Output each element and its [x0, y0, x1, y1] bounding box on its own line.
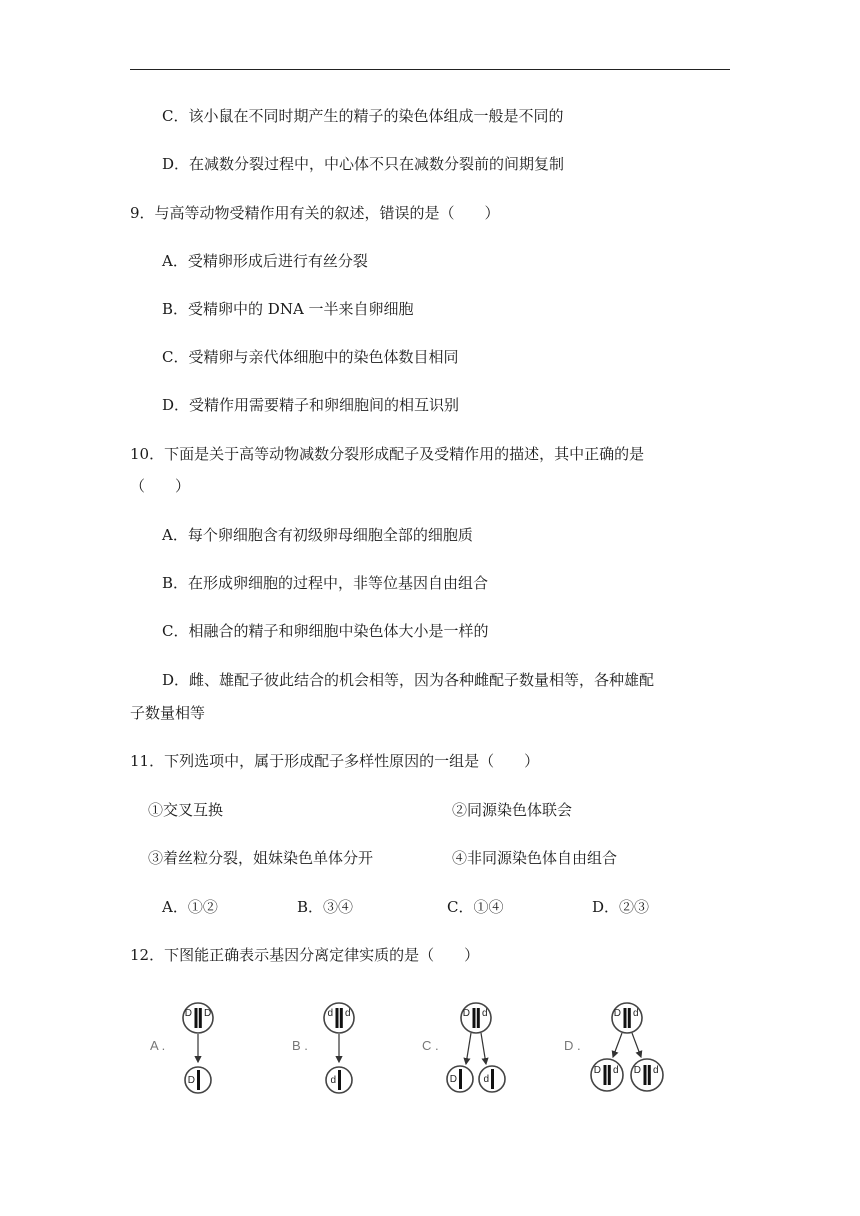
allele-label: d [327, 1008, 333, 1019]
q11-option-c: C．①④ [447, 898, 504, 916]
allele-label: D [204, 1008, 212, 1019]
chromosome-bar [473, 1008, 476, 1028]
q11-option-b: B．③④ [297, 898, 354, 916]
q10-option-d-line2: 子数量相等 [130, 704, 206, 722]
option-label-B: B . [292, 1038, 308, 1053]
q9-option-c: C．受精卵与亲代体细胞中的染色体数目相同 [162, 348, 459, 366]
chromosome-bar [628, 1008, 631, 1028]
option-label-C: C . [422, 1038, 439, 1053]
allele-label: D [593, 1065, 601, 1076]
allele-label: D [187, 1075, 195, 1086]
arrow [613, 1033, 622, 1057]
chromosome-bar [624, 1008, 627, 1028]
allele-label: d [330, 1075, 336, 1086]
q10-option-c: C．相融合的精子和卵细胞中染色体大小是一样的 [162, 622, 489, 640]
allele-label: D [613, 1008, 621, 1019]
q10-option-b: B．在形成卵细胞的过程中，非等位基因自由组合 [162, 574, 489, 592]
arrow [632, 1033, 641, 1057]
allele-label: D [449, 1074, 457, 1085]
header-rule [130, 69, 730, 70]
q11-stem: 11．下列选项中，属于形成配子多样性原因的一组是（ ） [130, 752, 540, 770]
q9-stem: 9．与高等动物受精作用有关的叙述，错误的是（ ） [130, 204, 500, 222]
chromosome-bar [648, 1065, 651, 1085]
q12-figure [130, 990, 730, 1110]
chromosome-bar [604, 1065, 607, 1085]
allele-label: d [633, 1008, 639, 1019]
q11-option-a: A．①② [162, 898, 218, 916]
q11-statement-1: ①交叉互换 [148, 801, 224, 819]
q10-stem-line2: （ ） [130, 477, 191, 495]
q8-option-d: D．在减数分裂过程中，中心体不只在减数分裂前的间期复制 [162, 155, 565, 173]
chromosome-bar [338, 1070, 341, 1090]
allele-label: D [633, 1065, 641, 1076]
allele-label: d [653, 1065, 659, 1076]
q10-option-a: A．每个卵细胞含有初级卵母细胞全部的细胞质 [162, 526, 473, 544]
chromosome-bar [459, 1069, 462, 1089]
chromosome-bar [340, 1008, 343, 1028]
chromosome-bar [199, 1008, 202, 1028]
chromosome-bar [644, 1065, 647, 1085]
q11-option-d: D．②③ [592, 898, 650, 916]
q11-statement-3: ③着丝粒分裂，姐妹染色单体分开 [148, 849, 374, 867]
q9-option-a: A．受精卵形成后进行有丝分裂 [162, 252, 368, 270]
allele-label: d [345, 1008, 351, 1019]
allele-label: d [613, 1065, 619, 1076]
arrow [466, 1033, 471, 1064]
allele-label: D [462, 1008, 470, 1019]
q12-stem: 12．下图能正确表示基因分离定律实质的是（ ） [130, 946, 480, 964]
chromosome-bar [491, 1069, 494, 1089]
option-label-D: D . [564, 1038, 581, 1053]
arrow [481, 1033, 486, 1064]
q11-statement-2: ②同源染色体联会 [452, 801, 573, 819]
q10-option-d-line1: D．雌、雄配子彼此结合的机会相等，因为各种雌配子数量相等，各种雄配 [162, 671, 655, 689]
q8-option-c: C．该小鼠在不同时期产生的精子的染色体组成一般是不同的 [162, 107, 564, 125]
q11-statement-4: ④非同源染色体自由组合 [452, 849, 618, 867]
q9-option-b: B．受精卵中的 DNA 一半来自卵细胞 [162, 300, 414, 318]
q12-chromosome-diagrams [130, 990, 730, 1110]
chromosome-bar [477, 1008, 480, 1028]
q9-option-d: D．受精作用需要精子和卵细胞间的相互识别 [162, 396, 460, 414]
q10-stem-line1: 10．下面是关于高等动物减数分裂形成配子及受精作用的描述，其中正确的是 [130, 445, 645, 463]
allele-label: D [184, 1008, 192, 1019]
allele-label: d [482, 1008, 488, 1019]
chromosome-bar [195, 1008, 198, 1028]
allele-label: d [483, 1074, 489, 1085]
chromosome-bar [197, 1070, 200, 1090]
chromosome-bar [336, 1008, 339, 1028]
chromosome-bar [608, 1065, 611, 1085]
option-label-A: A . [150, 1038, 166, 1053]
